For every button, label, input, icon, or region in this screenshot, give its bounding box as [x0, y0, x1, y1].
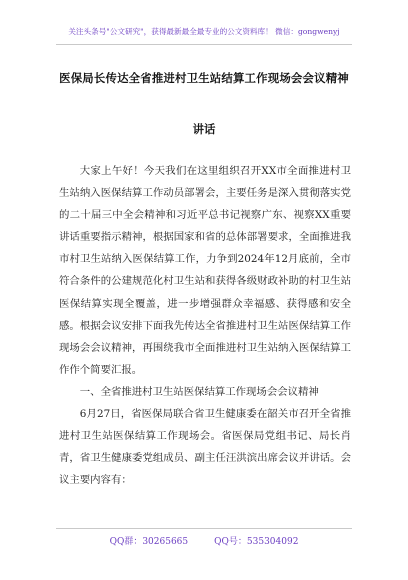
header-divider — [56, 44, 352, 45]
paragraph-meeting: 6月27日，省医保局联合省卫生健康委在韶关市召开全省推进村卫生站医保结算工作现场会。省医保局党组书记、局长肖青，省卫生健康委党组成员、副主任汪洪滨出席会议并讲话。会议主要内容有： — [59, 408, 351, 487]
footer-divider — [56, 528, 352, 529]
footer-qq-group: QQ群：30265665 — [109, 537, 189, 547]
section-heading-1: 一、全省推进村卫生站医保结算工作现场会会议精神 — [79, 385, 319, 398]
document-subtitle: 讲话 — [192, 122, 216, 136]
document-body — [59, 160, 351, 491]
paragraph-intro: 大家上午好！今天我们在这里组织召开XX市全面推进村卫生站纳入医保结算工作动员部署会，主要任务是深入贯彻落实党的二十届三中全会精神和习近平总书记视察广东、视察XX重要讲话重要指示精神，根据国家和省的总体部署要求，全面推进我市村卫生站纳入医保结算工作，力争到2024年12月底前，全市符合条件的公建规范化村卫生站和获得各级财政补助的村卫生站医保结算实现全覆盖，进一步增强群众幸福感、获得感和安全感。根据会议安排下面我先传达全省推进村卫生站医保结算工作现场会会议精神，再围绕我市全面推进村卫生站纳入医保结算工作作个简要汇报。 — [59, 165, 351, 376]
document-title: 医保局长传达全省推进村卫生站结算工作现场会会议精神 — [59, 71, 349, 85]
header-banner: 关注头条号"公文研究"，获得最新最全最专业的公文资料库！ 微信：gongwenyj — [68, 27, 340, 36]
footer-contacts — [0, 534, 408, 547]
footer-qq-number: QQ号：535304092 — [214, 537, 299, 547]
